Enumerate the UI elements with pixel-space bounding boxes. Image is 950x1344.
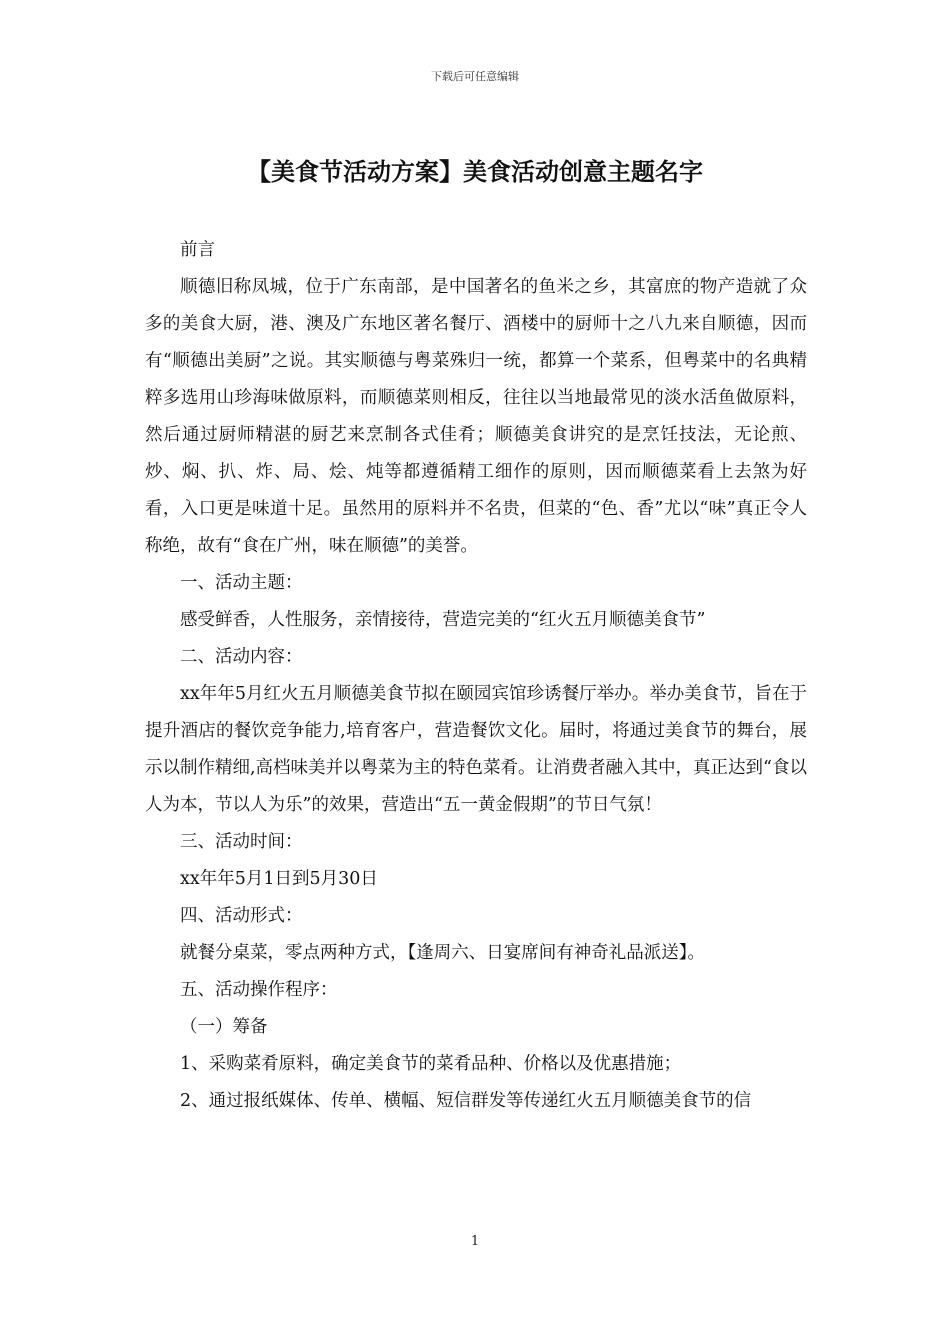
document-title: 【美食节活动方案】美食活动创意主题名字: [247, 157, 703, 186]
paragraph-preface: 前言: [180, 240, 215, 260]
list-item-2: 2、通过报纸媒体、传单、横幅、短信群发等传递红火五月顺德美食节的信: [180, 1091, 752, 1111]
section-heading-format: 四、活动形式：: [180, 906, 303, 926]
paragraph-time: xx年年5月1日到5月30日: [180, 869, 378, 889]
subsection-heading-preparation: （一）筹备: [180, 1017, 268, 1037]
paragraph-format: 就餐分桌菜，零点两种方式，【逢周六、日宴席间有神奇礼品派送】。: [180, 943, 705, 963]
section-heading-time: 三、活动时间：: [180, 832, 303, 852]
page-number: 1: [470, 1234, 480, 1249]
section-heading-procedure: 五、活动操作程序：: [180, 980, 338, 1000]
section-heading-theme: 一、活动主题：: [180, 573, 303, 593]
paragraph-content: xx年年5月红火五月顺德美食节拟在颐园宾馆珍诱餐厅举办。举办美食节，旨在于提升酒店的餐饮竞争能力,培育客户，营造餐饮文化。届时，将通过美食节的舞台，展示以制作精细,高档味美并以粤菜为主的特色菜肴。让消费者融入其中，真正达到“食以人为本，节以人为乐”的效果，营造出“五一黄金假期”的节日气氛！: [145, 684, 808, 815]
header-note: 下载后可任意编辑: [431, 70, 519, 83]
document-body: [145, 232, 807, 1120]
section-heading-content: 二、活动内容：: [180, 647, 303, 667]
paragraph-intro: 顺德旧称凤城，位于广东南部，是中国著名的鱼米之乡，其富庶的物产造就了众多的美食大厨，港、澳及广东地区著名餐厅、酒楼中的厨师十之八九来自顺德，因而有“顺德出美厨”之说。其实顺德与粤菜殊归一统，都算一个菜系，但粤菜中的名典精粹多选用山珍海味做原料，而顺德菜则相反，往往以当地最常见的淡水活鱼做原料，然后通过厨师精湛的厨艺来烹制各式佳肴；顺德美食讲究的是烹饪技法，无论煎、炒、焖、扒、炸、局、烩、炖等都遵循精工细作的原则，因而顺德菜看上去煞为好看，入口更是味道十足。虽然用的原料并不名贵，但菜的“色、香”尤以“味”真正令人称绝，故有“食在广州，味在顺德”的美誉。: [145, 277, 807, 556]
list-item-1: 1、采购菜肴原料，确定美食节的菜肴品种、价格以及优惠措施；: [180, 1054, 682, 1074]
paragraph-theme: 感受鲜香，人性服务，亲情接待，营造完美的“红火五月顺德美食节”: [180, 610, 706, 630]
